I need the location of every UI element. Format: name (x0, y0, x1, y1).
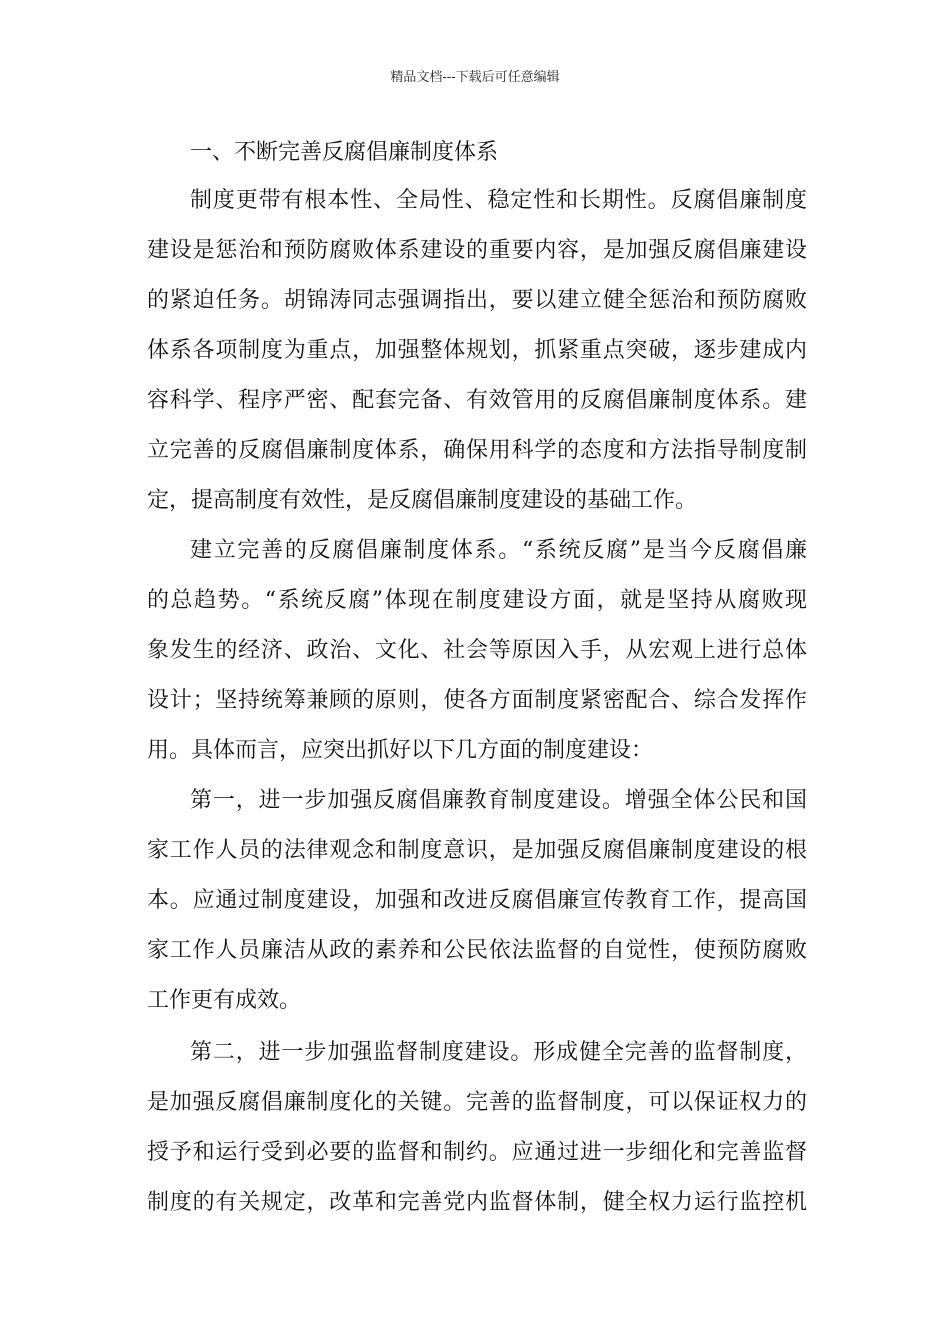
text-line: 第二，进一步加强监督制度建设。形成健全完善的监督制度， (190, 1040, 807, 1065)
text-line: 象发生的经济、政治、文化、社会等原因入手，从宏观上进行总体 (147, 638, 807, 663)
text-line: 的紧迫任务。胡锦涛同志强调指出，要以建立健全惩治和预防腐败 (147, 288, 807, 313)
text-line: 工作更有成效。 (147, 988, 302, 1013)
text-line: 制度更带有根本性、全局性、稳定性和长期性。反腐倡廉制度 (190, 188, 807, 213)
text-line: 的总趋势。“系统反腐”体现在制度建设方面，就是坚持从腐败现 (147, 588, 807, 613)
text-line: 建设是惩治和预防腐败体系建设的重要内容，是加强反腐倡廉建设 (147, 238, 807, 263)
text-line: 用。具体而言，应突出抓好以下几方面的制度建设： (147, 738, 654, 763)
text-line: 家工作人员廉洁从政的素养和公民依法监督的自觉性，使预防腐败 (147, 938, 807, 963)
text-line: 家工作人员的法律观念和制度意识，是加强反腐倡廉制度建设的根 (147, 838, 807, 863)
text-line: 容科学、程序严密、配套完备、有效管用的反腐倡廉制度体系。建 (147, 388, 807, 413)
text-line: 设计；坚持统筹兼顾的原则，使各方面制度紧密配合、综合发挥作 (147, 688, 807, 713)
text-line: 立完善的反腐倡廉制度体系，确保用科学的态度和方法指导制度制 (147, 438, 807, 463)
text-line: 授予和运行受到必要的监督和制约。应通过进一步细化和完善监督 (147, 1140, 807, 1165)
section-heading: 一、不断完善反腐倡廉制度体系 (190, 140, 499, 165)
text-line: 建立完善的反腐倡廉制度体系。“系统反腐”是当今反腐倡廉 (190, 538, 807, 563)
text-line: 制度的有关规定，改革和完善党内监督体制，健全权力运行监控机 (147, 1190, 807, 1215)
text-line: 第一，进一步加强反腐倡廉教育制度建设。增强全体公民和国 (190, 788, 807, 813)
page-header: 精品文档---下载后可任意编辑 (390, 70, 560, 85)
text-line: 是加强反腐倡廉制度化的关键。完善的监督制度，可以保证权力的 (147, 1090, 807, 1115)
text-line: 定，提高制度有效性，是反腐倡廉制度建设的基础工作。 (147, 488, 698, 513)
text-line: 本。应通过制度建设，加强和改进反腐倡廉宣传教育工作，提高国 (147, 888, 807, 913)
text-line: 体系各项制度为重点，加强整体规划，抓紧重点突破，逐步建成内 (147, 338, 807, 363)
